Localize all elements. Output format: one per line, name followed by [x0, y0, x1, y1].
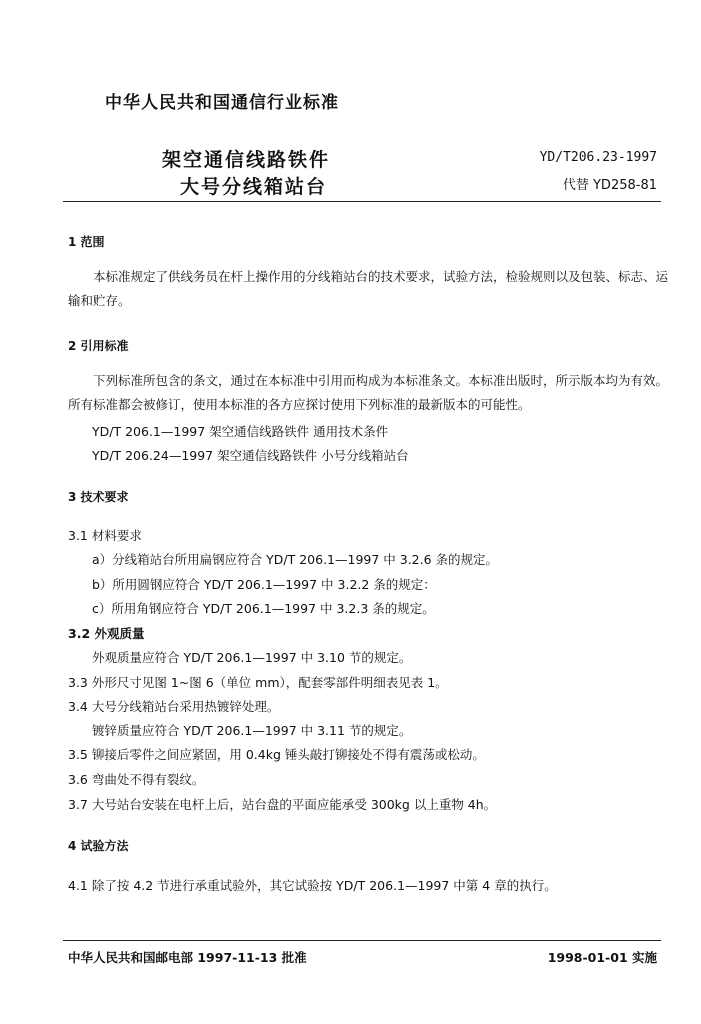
list-item: a）分线箱站台所用扁钢应符合 YD/T 206.1—1997 中 3.2.6 条的规定。 [92, 552, 499, 567]
replaces-code: 代替 YD258-81 [562, 178, 657, 193]
subsection-heading: 3.2 外观质量 [68, 626, 145, 641]
list-item: c）所用角钢应符合 YD/T 206.1—1997 中 3.2.3 条的规定。 [92, 601, 435, 616]
list-item: b）所用圆钢应符合 YD/T 206.1—1997 中 3.2.2 条的规定： [92, 577, 436, 592]
reference-item: YD/T 206.1—1997 架空通信线路铁件 通用技术条件 [92, 424, 389, 439]
subsection-heading: 3.1 材料要求 [68, 528, 142, 543]
subsection-heading: 3.5 铆接后零件之间应紧固，用 0.4kg 锤头敲打铆接处不得有震荡或松动。 [68, 747, 485, 762]
section-heading: 4 试验方法 [68, 839, 129, 853]
document-title-line2: 大号分线箱站台 [180, 176, 328, 198]
list-item: 镀锌质量应符合 YD/T 206.1—1997 中 3.11 节的规定。 [92, 723, 412, 738]
approval-note: 中华人民共和国邮电部 1997-11-13 批准 [68, 950, 307, 965]
section-heading: 2 引用标准 [68, 339, 129, 353]
standard-code: YD/T206.23-1997 [539, 150, 657, 165]
section-heading: 1 范围 [68, 235, 105, 249]
subsection-heading: 3.4 大号分线箱站台采用热镀锌处理。 [68, 699, 280, 714]
subsection-heading: 3.3 外形尺寸见图 1~图 6（单位 mm），配套零部件明细表见表 1。 [68, 675, 448, 690]
subsection-heading: 4.1 除了按 4.2 节进行承重试验外，其它试验按 YD/T 206.1—1997 中第 4 章的执行。 [68, 878, 557, 893]
footer-divider [63, 940, 661, 941]
document-title-line1: 架空通信线路铁件 [162, 149, 331, 171]
org-standard-title: 中华人民共和国通信行业标准 [105, 93, 339, 113]
subsection-heading: 3.7 大号站台安装在电杆上后，站台盘的平面应能承受 300kg 以上重物 4h。 [68, 797, 497, 812]
header-divider [63, 201, 661, 202]
reference-item: YD/T 206.24—1997 架空通信线路铁件 小号分线箱站台 [92, 448, 409, 463]
section-paragraph: 本标准规定了供线务员在杆上操作用的分线箱站台的技术要求，试验方法，检验规则以及包装、标志、运输和贮存。 [68, 269, 669, 308]
subsection-heading: 3.6 弯曲处不得有裂纹。 [68, 772, 205, 787]
section-heading: 3 技术要求 [68, 490, 129, 504]
list-item: 外观质量应符合 YD/T 206.1—1997 中 3.10 节的规定。 [92, 650, 412, 665]
effective-date: 1998-01-01 实施 [547, 950, 657, 965]
section-paragraph: 下列标准所包含的条文，通过在本标准中引用而构成为本标准条文。本标准出版时，所示版本均为有效。所有标准都会被修订，使用本标准的各方应探讨使用下列标准的最新版本的可能性。 [68, 373, 669, 412]
